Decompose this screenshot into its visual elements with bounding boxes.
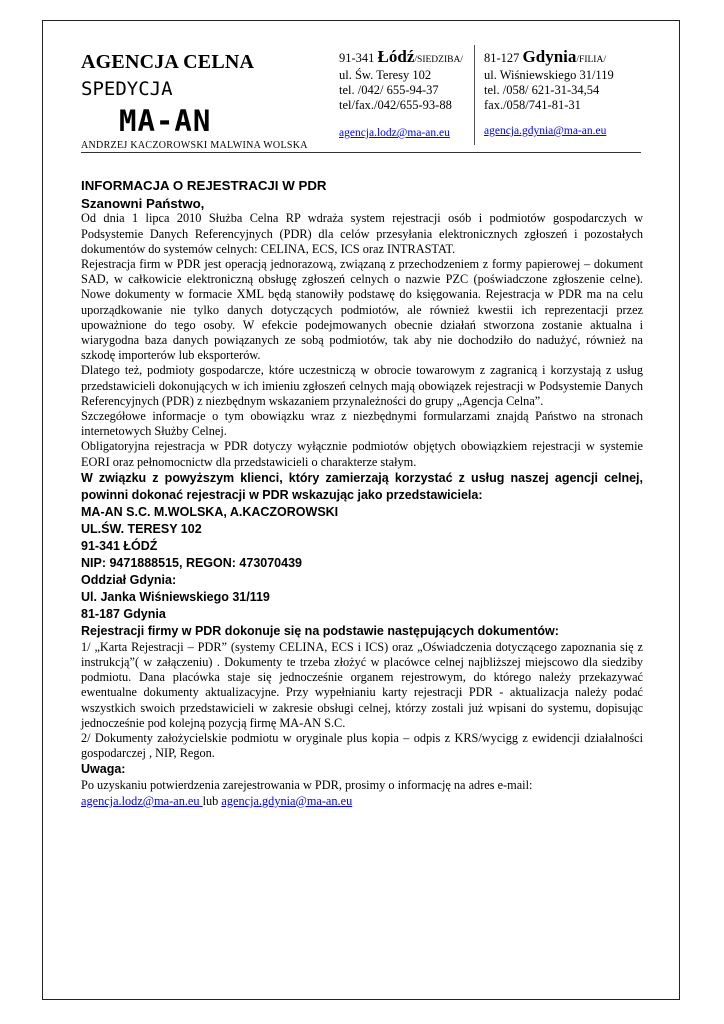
document-item-1: 1/ „Karta Rejestracji – PDR” (systemy CELINA, ECS i ICS) oraz „Oświadczenia dotyczącego zapoznania się z instrukcją”( w załączeniu) . Dokumenty te trzeba złożyć w placówce celnej najbliższej miejscowo dla siedziby podmiotu. Dana placówka staje się jednocześnie organem rejestrowym, do którego należy przekazywać ewentualne dokumenty aktualizacyjne. Przy wypełnianiu karty rejestracji PDR - aktualizacja należy podać wszystkich swoich przedstawicieli w zakresie obsługi celnej, którzy zostali już wpisani do systemu, dopisując jednocześnie pod kolejną pozycją firmę MA-AN S.C. [81,639,643,730]
document-page [42,20,680,1000]
gdynia-city: Gdynia [522,47,577,66]
header-rule [81,152,641,153]
note-text: Po uzyskaniu potwierdzenia zarejestrowania w PDR, prosimy o informację na adres e-mail: [81,778,533,793]
paragraph-5: Obligatoryjna rejestracja w PDR dotyczy wyłącznie podmiotów objętych obowiązkiem rejestracji w systemie EORI oraz pełnomocnictw dla przedstawicieli o charakterze stałym. [81,439,643,469]
letterhead-brand [81,51,381,151]
company-city: 91-341 ŁÓDŹ [81,538,158,553]
documents-heading: Rejestracji firmy w PDR dokonuje się na podstawie następujących dokumentów: [81,623,559,638]
note-emails [81,794,643,809]
lodz-city-line [339,49,487,68]
note-heading: Uwaga: [81,762,126,777]
letter-body [81,178,643,809]
brand-logo-text: MA-AN [119,104,212,138]
gdynia-postal: 81-127 [484,51,523,65]
gdynia-tel: tel. /058/ 621-31-34,54 [484,83,600,97]
lodz-fax: tel/fax./042/655-93-88 [339,98,452,112]
lodz-tel: tel. /042/ 655-94-37 [339,83,439,97]
gdynia-street: ul. Wiśniewskiego 31/119 [484,68,614,82]
lodz-email-link[interactable]: agencja.lodz@ma-an.eu [339,127,450,139]
email-link-gdynia[interactable]: agencja.gdynia@ma-an.eu [221,793,353,808]
or-text: lub [202,793,222,808]
agency-name: AGENCJA CELNA [81,51,255,73]
header-divider [474,45,475,145]
branch-city: 81-187 Gdynia [81,606,166,621]
company-nip-regon: NIP: 9471888515, REGON: 473070439 [81,555,302,570]
representative-intro: W związku z powyższym klienci, który zamierzają korzystać z usług naszej agencji celnej, powinni dokonać rejestracji w PDR wskazując jako przedstawiciela: [81,470,643,502]
paragraph-3: Dlatego też, podmioty gospodarcze, które uczestniczą w obrocie towarowym z zagranicą i korzystają z usług przedstawicieli dokonujących w ich imieniu zgłoszeń celnych mają obowiązek rejestracji w Podsystemie Danych Referencyjnych (PDR) z niezbędnym wskazaniem przynależności do grupy „Agencja Celna”. [81,363,643,408]
gdynia-fax: fax./058/741-81-31 [484,98,581,112]
document-item-2: 2/ Dokumenty założycielskie podmiotu w oryginale plus kopia – odpis z KRS/wycigg z ewidencji działalności gospodarczej , NIP, Regon. [81,731,643,761]
greeting: Szanowni Państwo, [81,196,205,212]
address-lodz [339,49,487,141]
gdynia-email-link[interactable]: agencja.gdynia@ma-an.eu [484,125,607,137]
gdynia-city-line [484,49,634,68]
gdynia-tag: /FILIA/ [576,55,606,65]
branch-street: Ul. Janka Wiśniewskiego 31/119 [81,589,270,604]
lodz-tag: /SIEDZIBA/ [414,55,463,65]
company-street: UL.ŚW. TERESY 102 [81,521,202,536]
document-title: INFORMACJA O REJESTRACJI W PDR [81,178,327,193]
lodz-postal: 91-341 [339,51,378,65]
email-link-lodz[interactable]: agencja.lodz@ma-an.eu [81,793,203,808]
paragraph-2: Rejestracja firm w PDR jest operacją jednorazową, związaną z przechodzeniem z formy papierowej – dokument SAD, w całkowicie elektroniczną obsługę zgłoszeń celnych o nazwie PZC (poświadczone zgłoszenie celne). Nowe dokumenty w formacie XML będą stanowiły podstawę do księgowania. Rejestracja w PDR ma na celu uporządkowanie nie tylko danych dotyczących podmiotów, ale również kwestii ich reprezentacji przez upoważnione do tego osoby. W efekcie podejmowanych obecnie działań stworzona zostanie aktualna i wiarygodna baza danych powiązanych ze sobą podmiotów, tak aby nie dochodziło do nadużyć, również na szkodę importerów lub eksporterów. [81,257,643,363]
lodz-city: Łódź [377,47,415,66]
branch-heading: Oddział Gdynia: [81,572,177,587]
spedycja-label: SPEDYCJA [81,78,173,100]
company-name: MA-AN S.C. M.WOLSKA, A.KACZOROWSKI [81,504,339,519]
paragraph-4: Szczegółowe informacje o tym obowiązku wraz z niezbędnymi formularzami znajdą Państwo na stronach internetowych Służby Celnej. [81,409,643,439]
address-gdynia [484,49,634,139]
owners-line: ANDRZEJ KACZOROWSKI MALWINA WOLSKA [81,140,308,151]
paragraph-1: Od dnia 1 lipca 2010 Służba Celna RP wdraża system rejestracji osób i podmiotów gospodarczych w Podsystemie Danych Referencyjnych (PDR) dla celów przesyłania elektronicznych zgłoszeń i pozostałych dokumentów do systemów celnych: CELINA, ECS, ICS oraz INTRASTAT. [81,211,643,256]
lodz-street: ul. Św. Teresy 102 [339,68,432,82]
